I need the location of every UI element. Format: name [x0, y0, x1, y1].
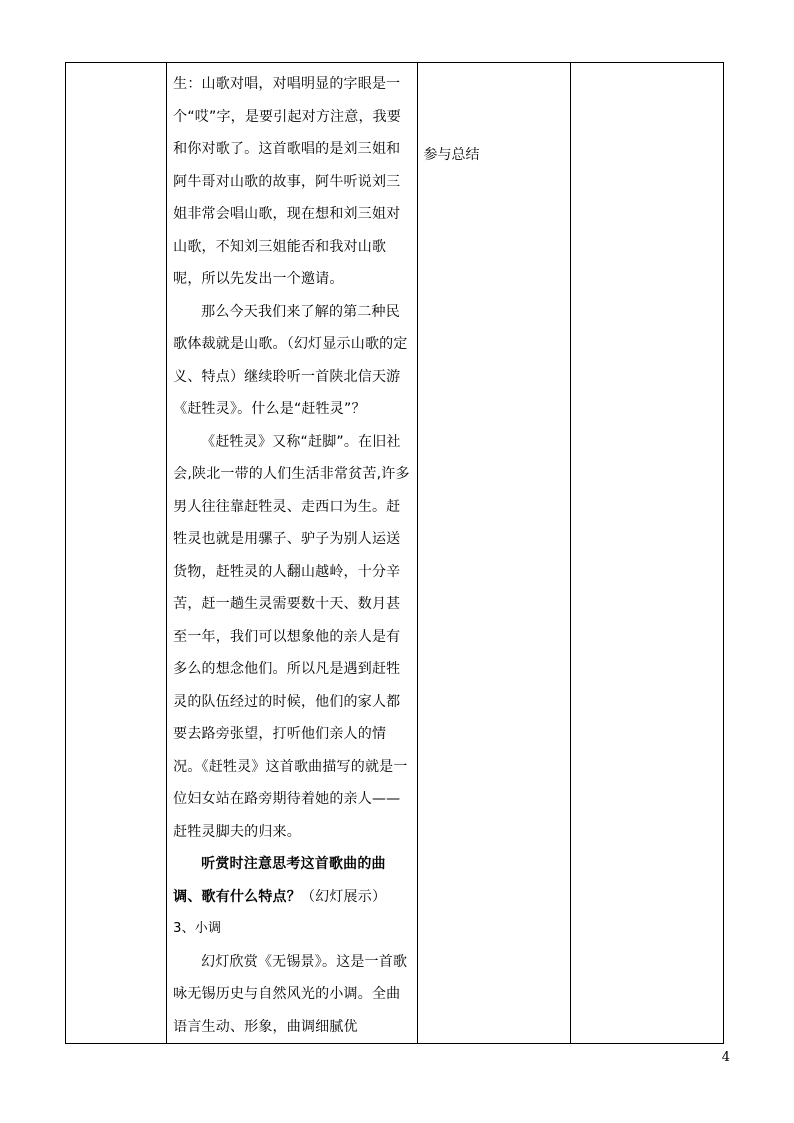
paragraph-student-answer: 生：山歌对唱，对唱明显的字眼是一个“哎”字，是要引起对方注意，我要和你对歌了。这首歌唱的是刘三姐和阿牛哥对山歌的故事，阿牛听说刘三姐非常会唱山歌，现在想和刘三姐对山歌，不知刘三姐能否和我对山歌呢，所以先发出一个邀请。: [173, 76, 402, 287]
paragraph-wuxi-jing: 幻灯欣赏《无锡景》。这是一首歌咏无锡历史与自然风光的小调。全曲语言生动、形象，曲调细腻优: [173, 953, 408, 1035]
paragraph-mountain-song: 那么今天我们来了解的第二种民歌体裁就是山歌。（幻灯显示山歌的定义、特点）继续聆听一首陕北信天游《赶牲灵》。什么是“赶牲灵”？: [173, 303, 408, 417]
empty-cell-right: [570, 63, 723, 1044]
student-activity-text: 参与总结: [423, 147, 480, 163]
student-activity-cell: [417, 63, 570, 1044]
slide-note: （幻灯展示）: [300, 888, 387, 905]
table-row: [66, 63, 724, 1044]
paragraph-gan-sheng-ling: 《赶牲灵》又称“赶脚”。在旧社会,陕北一带的人们生活非常贫苦,许多男人往往靠赶牲灵、走西口为生。赶牲灵也就是用骡子、驴子为别人运送货物，赶牲灵的人翻山越岭，十分辛苦，赶一趟生灵需要数十天、数月甚至一年，我们可以想象他的亲人是有多么的想念他们。所以凡是遇到赶牲灵的队伍经过的时候，他们的家人都要去路旁张望，打听他们亲人的情况。《赶牲灵》这首歌曲描写的就是一位妇女站在路旁期待着她的亲人——赶牲灵脚夫的归来。: [173, 433, 410, 840]
teaching-content: [167, 63, 416, 1043]
empty-cell-left: [66, 63, 167, 1044]
teaching-content-cell: [167, 63, 417, 1044]
lesson-plan-table: [65, 62, 724, 1044]
listening-question: 听赏时注意思考这首歌曲的曲调、歌有什么特点？: [173, 856, 386, 905]
section-heading-xiaodiao: 3、小调: [173, 921, 222, 936]
page-number: 4: [721, 1050, 730, 1065]
